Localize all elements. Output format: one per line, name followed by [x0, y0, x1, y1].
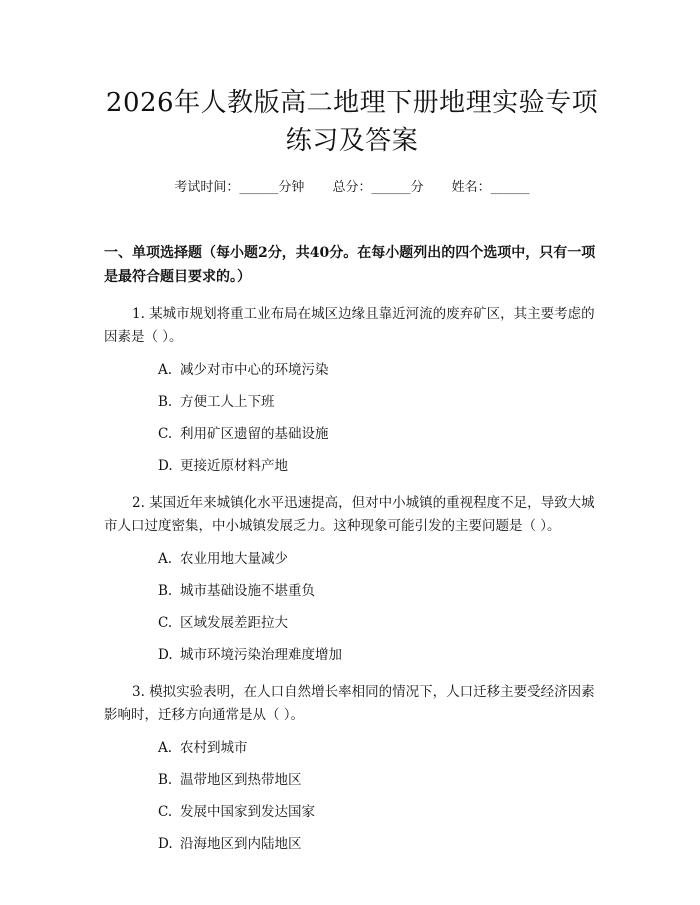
question-text: 某城市规划将重工业布局在城区边缘且靠近河流的废弃矿区，其主要考虑的因素是（ ）。 — [104, 306, 595, 345]
option-text: 发展中国家到发达国家 — [180, 804, 315, 820]
question-2 — [104, 492, 600, 538]
option-a[interactable] — [104, 548, 600, 571]
page-title: 2026年人教版高二地理下册地理实验专项练习及答案 — [105, 88, 599, 156]
question-3 — [104, 681, 600, 727]
total-score-field: 总分：______分 — [332, 180, 424, 195]
option-text: 减少对市中心的环境污染 — [180, 362, 329, 378]
option-letter: C. — [158, 426, 173, 442]
question-text: 某国近年来城镇化水平迅速提高，但对中小城镇的重视程度不足，导致大城市人口过度密集，中小城镇发展乏力。这种现象可能引发的主要问题是（ ）。 — [104, 495, 595, 534]
option-d[interactable] — [104, 644, 600, 667]
option-text: 利用矿区遗留的基础设施 — [180, 426, 329, 442]
question-text: 模拟实验表明，在人口自然增长率相同的情况下，人口迁移主要受经济因素影响时，迁移方向通常是从（ ）。 — [104, 684, 595, 723]
option-text: 沿海地区到内陆地区 — [180, 836, 302, 852]
option-letter: A. — [158, 362, 173, 378]
option-letter: D. — [158, 647, 173, 663]
option-a[interactable] — [104, 359, 600, 382]
option-text: 温带地区到热带地区 — [180, 772, 302, 788]
option-letter: D. — [158, 458, 173, 474]
question-1-options — [104, 359, 600, 478]
question-2-options — [104, 548, 600, 667]
option-c[interactable] — [104, 612, 600, 635]
exam-time-field: 考试时间：______分钟 — [174, 180, 305, 195]
option-d[interactable] — [104, 833, 600, 856]
option-text: 农村到城市 — [180, 740, 248, 756]
option-text: 区域发展差距拉大 — [180, 615, 288, 631]
question-number: 3. — [132, 684, 145, 700]
question-number: 1. — [132, 306, 145, 322]
option-c[interactable] — [104, 801, 600, 824]
option-a[interactable] — [104, 737, 600, 760]
option-letter: A. — [158, 740, 173, 756]
option-letter: D. — [158, 836, 173, 852]
option-text: 农业用地大量减少 — [180, 551, 288, 567]
question-1 — [104, 303, 600, 349]
option-b[interactable] — [104, 769, 600, 792]
option-b[interactable] — [104, 391, 600, 414]
option-text: 城市基础设施不堪重负 — [180, 583, 315, 599]
option-text: 城市环境污染治理难度增加 — [180, 647, 342, 663]
option-letter: B. — [158, 583, 173, 599]
option-letter: B. — [158, 772, 173, 788]
option-d[interactable] — [104, 455, 600, 478]
option-letter: C. — [158, 804, 173, 820]
option-b[interactable] — [104, 580, 600, 603]
section-heading: 一、单项选择题（每小题2分，共40分。在每小题列出的四个选项中，只有一项是最符合题目要求的。） — [104, 245, 596, 285]
question-3-options — [104, 737, 600, 856]
option-letter: B. — [158, 394, 173, 410]
name-field: 姓名：______ — [451, 180, 530, 195]
option-letter: C. — [158, 615, 173, 631]
option-text: 方便工人上下班 — [180, 394, 275, 410]
option-text: 更接近原材料产地 — [180, 458, 288, 474]
option-letter: A. — [158, 551, 173, 567]
option-c[interactable] — [104, 423, 600, 446]
exam-meta — [104, 178, 600, 198]
question-number: 2. — [132, 495, 145, 511]
